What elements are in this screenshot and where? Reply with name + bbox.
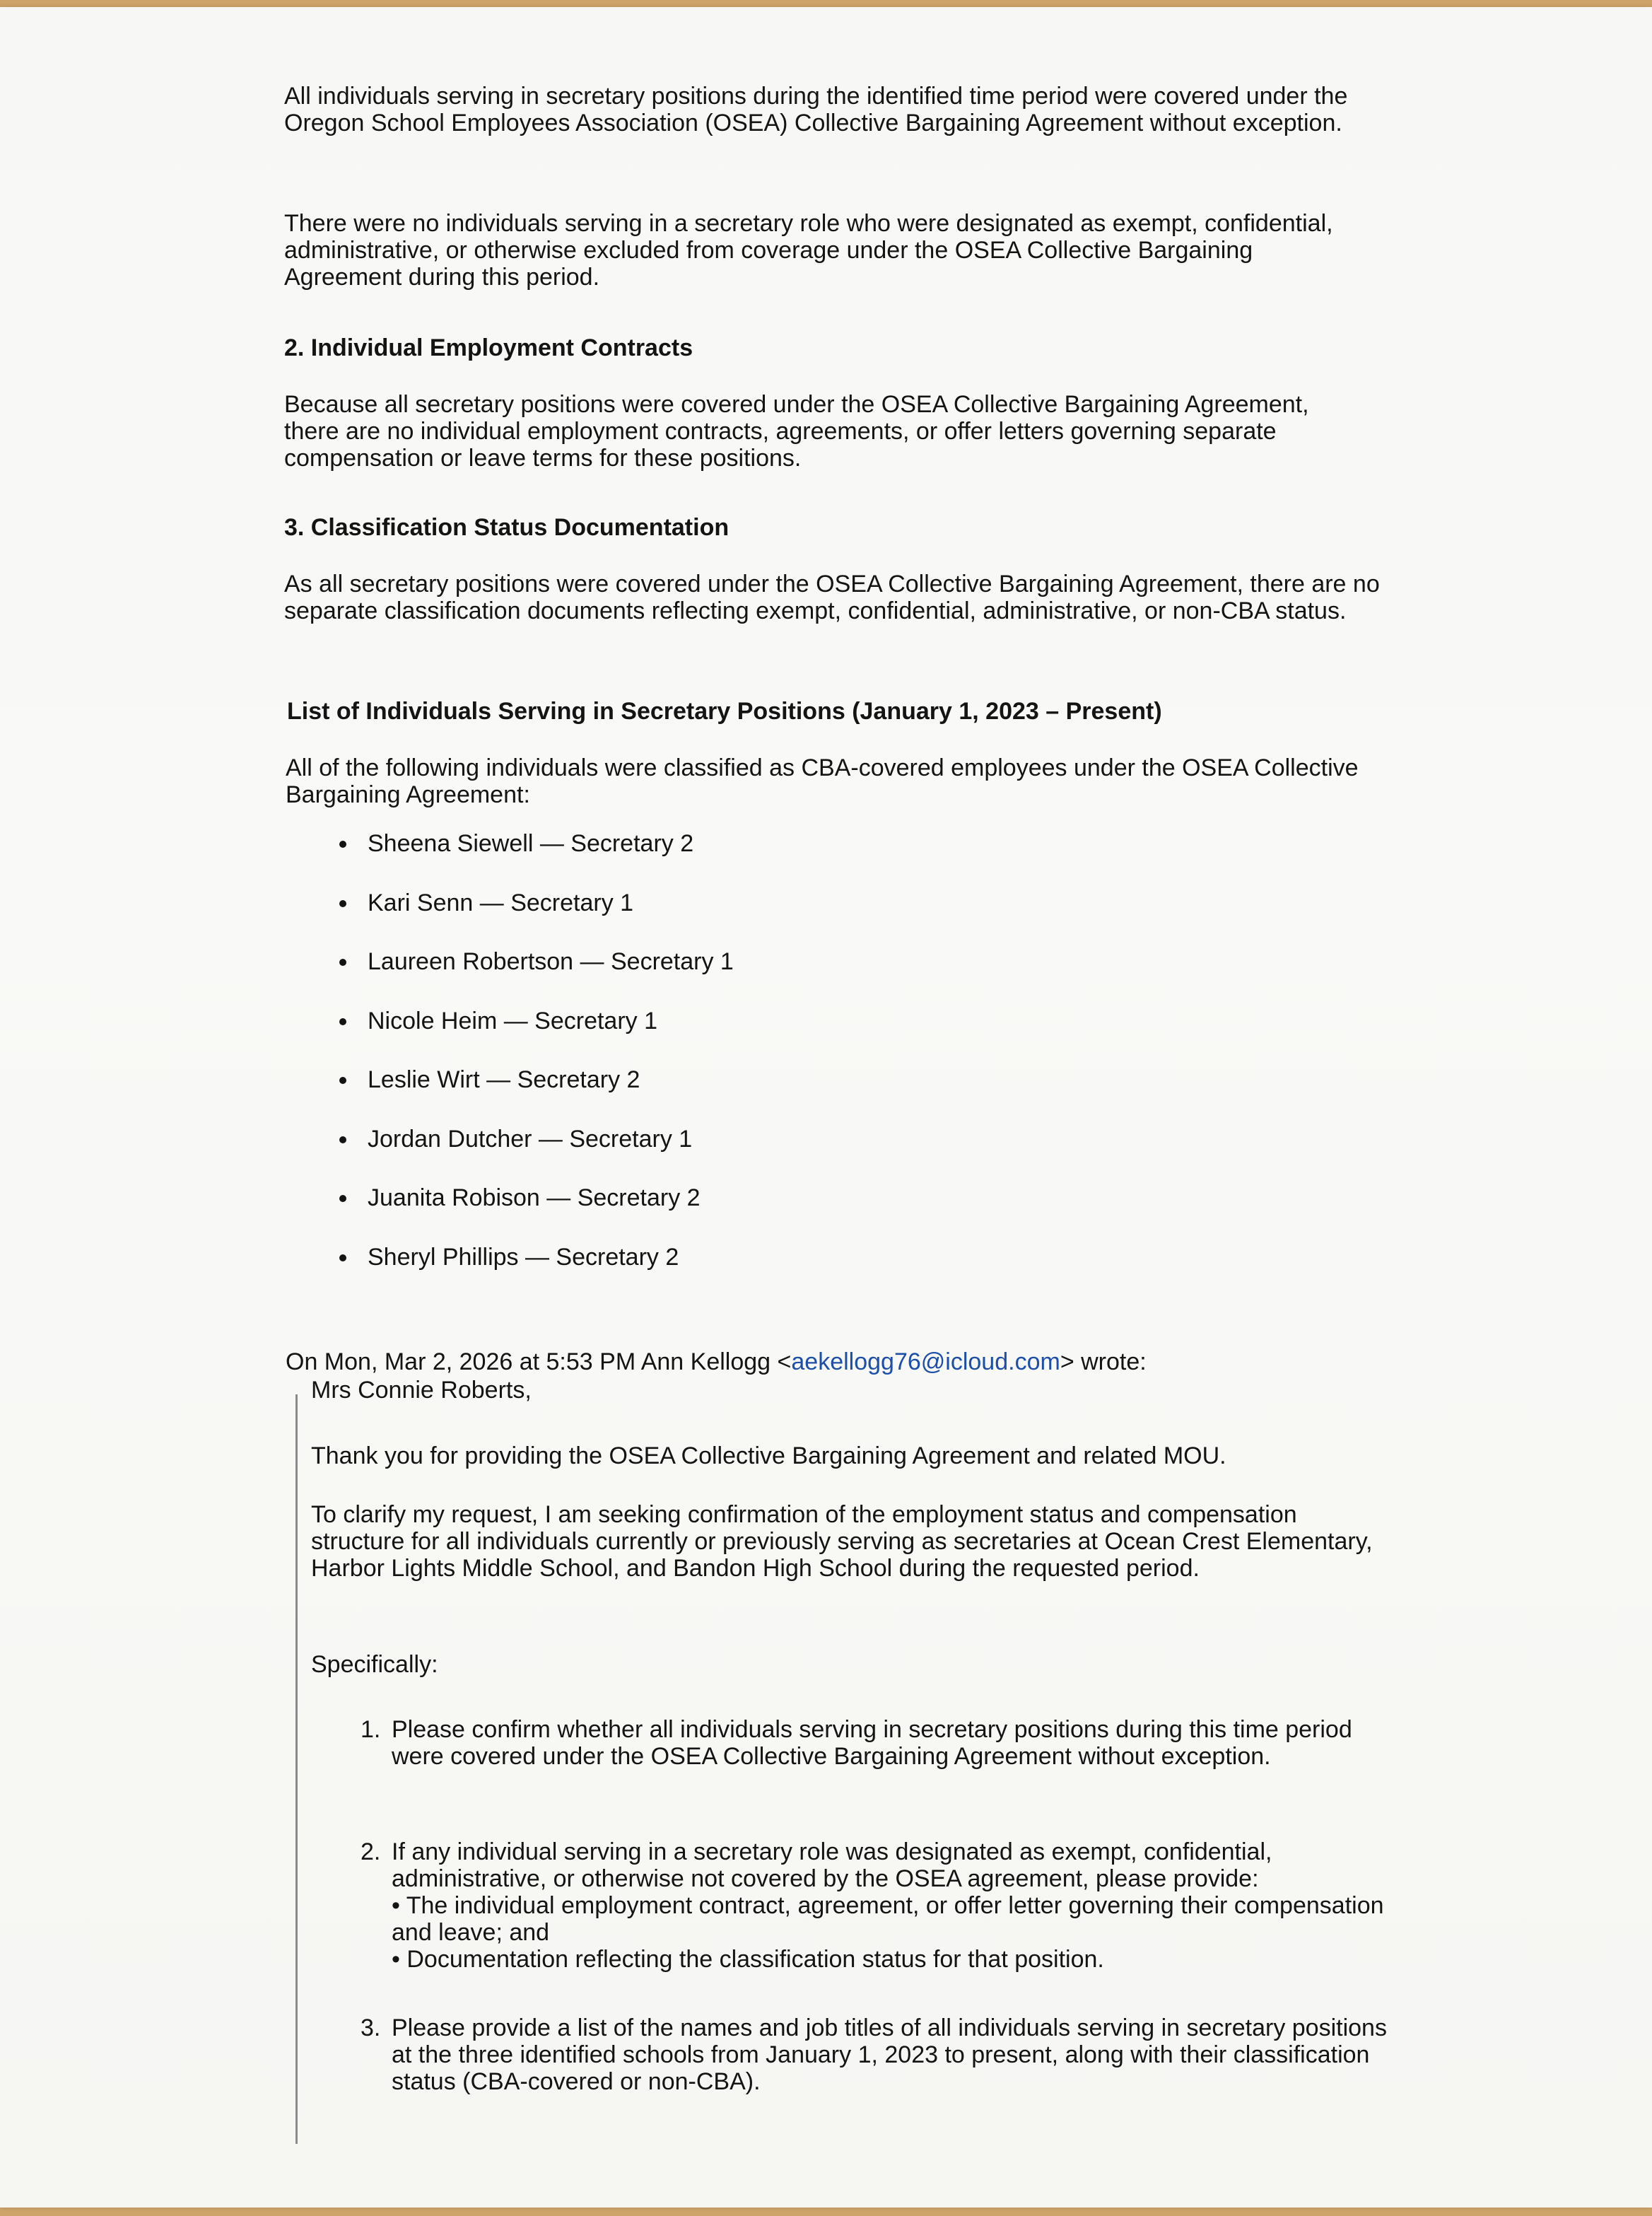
quote-attribution-suffix: > wrote:: [1060, 1348, 1147, 1375]
paragraph-no-classification-docs: As all secretary positions were covered under the OSEA Collective Bargaining Agreement, there are no separate classification documents reflecting exempt, confidential, administrative, or non-CBA status.: [284, 571, 1380, 624]
list-item: [361, 2014, 1393, 2095]
paragraph-no-exempt: There were no individuals serving in a secretary role who were designated as exempt, confidential, administrative, or otherwise excluded from coverage under the OSEA Collective Bargaining Agreement during this period.: [284, 210, 1333, 291]
list-item: [361, 1838, 1393, 1973]
document-page: [0, 7, 1652, 2208]
list-item: Leslie Wirt — Secretary 2: [332, 1066, 1181, 1126]
quoted-specifically: Specifically:: [311, 1651, 438, 1678]
item-number: 3.: [361, 2014, 381, 2041]
item-subpoint: • The individual employment contract, agreement, or offer letter governing their compensation and leave; and: [392, 1892, 1384, 1946]
heading-classification-status: 3. Classification Status Documentation: [284, 514, 730, 541]
list-item: Juanita Robison — Secretary 2: [332, 1184, 1181, 1244]
quote-bar: [295, 1394, 298, 2144]
item-text: Please confirm whether all individuals serving in secretary positions during this time period were covered under the OSEA Collective Bargaining Agreement without exception.: [392, 1716, 1352, 1770]
item-text: If any individual serving in a secretary role was designated as exempt, confidential, administrative, or otherwise not covered by the OSEA agreement, please provide:: [392, 1838, 1272, 1892]
request-item-3: [361, 2014, 1393, 2095]
quote-attribution-prefix: On Mon, Mar 2, 2026 at 5:53 PM Ann Kellogg <: [286, 1348, 792, 1375]
quoted-thanks: Thank you for providing the OSEA Collective Bargaining Agreement and related MOU.: [311, 1442, 1226, 1469]
list-item: Nicole Heim — Secretary 1: [332, 1008, 1181, 1067]
list-item: Laureen Robertson — Secretary 1: [332, 948, 1181, 1008]
quoted-clarify: To clarify my request, I am seeking confirmation of the employment status and compensation structure for all individuals currently or previously serving as secretaries at Ocean Crest Elementary, Harbor Lights Middle School, and Bandon High School during the requested period.: [311, 1501, 1373, 1582]
list-item: Kari Senn — Secretary 1: [332, 890, 1181, 949]
paragraph-list-intro: All of the following individuals were classified as CBA-covered employees under the OSEA Collective Bargaining Agreement:: [286, 754, 1359, 808]
list-item: Sheena Siewell — Secretary 2: [332, 830, 1181, 890]
heading-individual-contracts: 2. Individual Employment Contracts: [284, 334, 693, 361]
item-number: 2.: [361, 1838, 381, 1865]
quote-attribution: [286, 1348, 1417, 1375]
list-item: Jordan Dutcher — Secretary 1: [332, 1126, 1181, 1185]
sender-email-link[interactable]: aekellogg76@icloud.com: [791, 1348, 1060, 1375]
item-text: Please provide a list of the names and job titles of all individuals serving in secretary positions at the three identified schools from January 1, 2023 to present, along with their classification status (CBA-covered or non-CBA).: [392, 2014, 1387, 2095]
request-item-2: [361, 1838, 1393, 1973]
item-number: 1.: [361, 1716, 381, 1743]
list-item: [361, 1716, 1393, 1770]
heading-list-of-individuals: List of Individuals Serving in Secretary Positions (January 1, 2023 – Present): [287, 698, 1162, 725]
quoted-greeting: Mrs Connie Roberts,: [311, 1377, 532, 1404]
individuals-list: [332, 830, 1181, 1302]
paragraph-no-contracts: Because all secretary positions were covered under the OSEA Collective Bargaining Agreement, there are no individual employment contracts, agreements, or offer letters governing separate compensation or leave terms for these positions.: [284, 391, 1309, 472]
request-item-1: [361, 1716, 1393, 1770]
list-item: Sheryl Phillips — Secretary 2: [332, 1244, 1181, 1303]
item-subpoint: • Documentation reflecting the classification status for that position.: [392, 1946, 1104, 1973]
paragraph-osea-coverage: All individuals serving in secretary positions during the identified time period were covered under the Oregon School Employees Association (OSEA) Collective Bargaining Agreement without exception.: [284, 83, 1348, 136]
